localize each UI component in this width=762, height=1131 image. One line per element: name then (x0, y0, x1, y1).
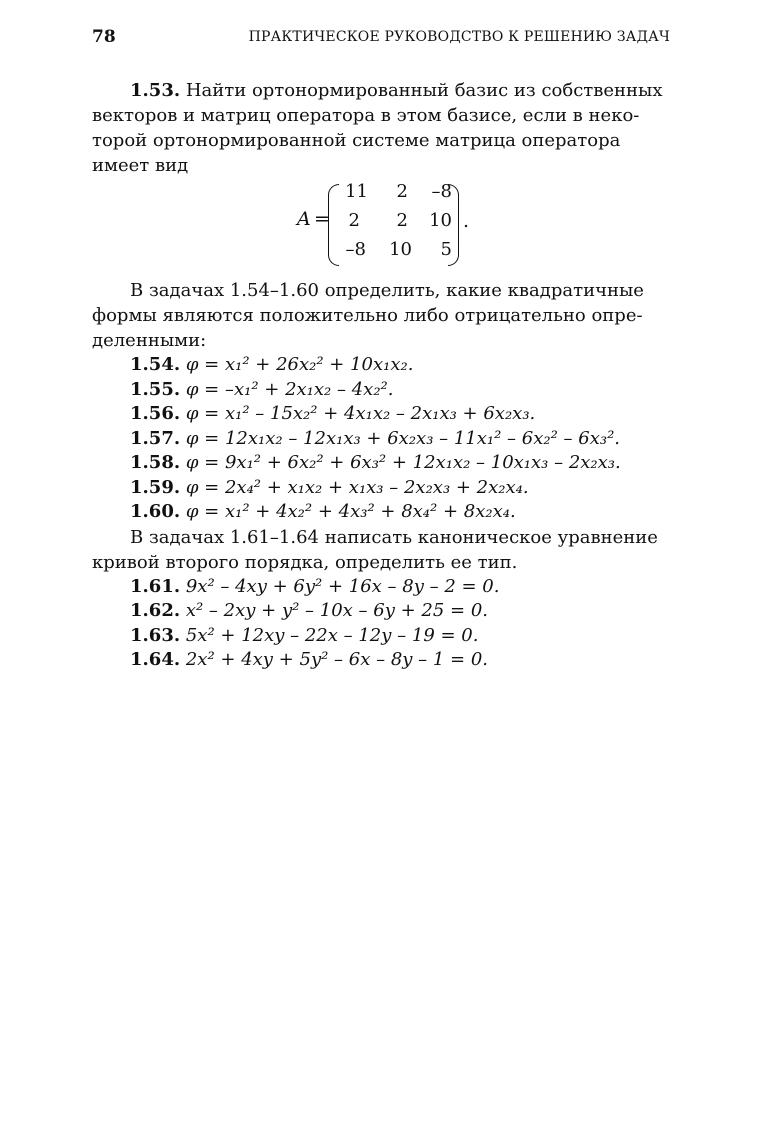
page-number: 78 (92, 27, 116, 47)
matrix-cell: 5 (440, 239, 452, 260)
running-title: ПРАКТИЧЕСКОЕ РУКОВОДСТВО К РЕШЕНИЮ ЗАДАЧ (248, 29, 670, 45)
problem-formula: 2x² + 4xy + 5y² – 6x – 8y – 1 = 0. (185, 649, 489, 670)
problem-1-57 (92, 427, 670, 452)
problem-formula: φ = 2x₄² + x₁x₂ + x₁x₃ – 2x₂x₃ + 2x₂x₄. (185, 476, 529, 498)
problem-number: 1.63. (130, 624, 181, 646)
problem-number: 1.59. (130, 476, 181, 498)
problem-line: имеет вид (92, 155, 189, 176)
matrix-label: A (297, 208, 311, 230)
problem-1-61 (92, 575, 670, 600)
matrix-cell: 2 (396, 181, 408, 202)
matrix-cell: –8 (431, 181, 452, 202)
matrix-period: . (463, 210, 470, 232)
problem-formula: 5x² + 12xy – 22x – 12y – 19 = 0. (185, 624, 479, 646)
problem-formula: φ = –x₁² + 2x₁x₂ – 4x₂². (185, 378, 394, 400)
problem-1-56 (92, 402, 670, 427)
problem-formula: φ = x₁² + 4x₂² + 4x₃² + 8x₄² + 8x₂x₄. (185, 501, 516, 522)
problem-1-60 (92, 500, 670, 525)
matrix-equals: = (314, 208, 330, 230)
section-line: формы являются положительно либо отрицательно опре- (92, 305, 643, 326)
curve-problem-list (92, 575, 670, 673)
problem-number: 1.64. (130, 649, 181, 670)
problem-1-64 (92, 648, 670, 673)
problem-1-53 (92, 78, 670, 178)
problem-1-63 (92, 624, 670, 649)
problem-1-62 (92, 599, 670, 624)
problem-1-59 (92, 476, 670, 501)
matrix-cell: 2 (396, 210, 408, 231)
matrix-right-bracket (448, 184, 459, 266)
problem-1-55 (92, 378, 670, 403)
problem-line (92, 78, 670, 103)
quadratic-problem-list (92, 353, 670, 525)
problem-number: 1.61. (130, 575, 181, 597)
operator-matrix (92, 180, 670, 270)
section-line: деленными: (92, 330, 207, 351)
section-line: В задачах 1.61–1.64 написать каноническое уравнение (130, 526, 658, 548)
page-header (92, 27, 670, 51)
problem-number: 1.55. (130, 378, 181, 400)
section-line: В задачах 1.54–1.60 определить, какие квадратичные (130, 280, 644, 301)
matrix-cell: 10 (429, 210, 452, 231)
problem-formula: φ = 12x₁x₂ – 12x₁x₃ + 6x₂x₃ – 11x₁² – 6x₂² – 6x₃². (185, 427, 621, 449)
matrix-cell: 11 (345, 181, 368, 202)
problem-formula: x² – 2xy + y² – 10x – 6y + 25 = 0. (185, 600, 489, 621)
matrix-cell: –8 (345, 239, 366, 260)
problem-formula: 9x² – 4xy + 6y² + 16x – 8y – 2 = 0. (185, 575, 500, 597)
section-quadratic-forms (92, 278, 670, 353)
problem-line: векторов и матриц оператора в этом базисе, если в неко- (92, 105, 640, 126)
problem-formula: φ = 9x₁² + 6x₂² + 6x₃² + 12x₁x₂ – 10x₁x₃ – 2x₂x₃. (185, 452, 621, 473)
matrix-cell: 10 (389, 239, 412, 260)
problem-formula: φ = x₁² + 26x₂² + 10x₁x₂. (185, 354, 414, 375)
problem-line: торой ортонормированной системе матрица оператора (92, 130, 621, 151)
section-line: кривой второго порядка, определить ее тип. (92, 551, 518, 573)
page-content (92, 78, 670, 673)
section-second-order-curves (92, 525, 670, 575)
problem-number: 1.54. (130, 354, 181, 375)
problem-text: Найти ортонормированный базис из собственных (185, 80, 663, 101)
problem-1-54 (92, 353, 670, 378)
problem-number: 1.58. (130, 452, 181, 473)
problem-number: 1.53. (130, 80, 181, 101)
problem-number: 1.57. (130, 427, 181, 449)
problem-formula: φ = x₁² – 15x₂² + 4x₁x₂ – 2x₁x₃ + 6x₂x₃. (185, 403, 536, 424)
problem-1-58 (92, 451, 670, 476)
matrix-cell: 2 (348, 210, 360, 231)
problem-number: 1.60. (130, 501, 181, 522)
problem-number: 1.62. (130, 600, 181, 621)
problem-number: 1.56. (130, 403, 181, 424)
